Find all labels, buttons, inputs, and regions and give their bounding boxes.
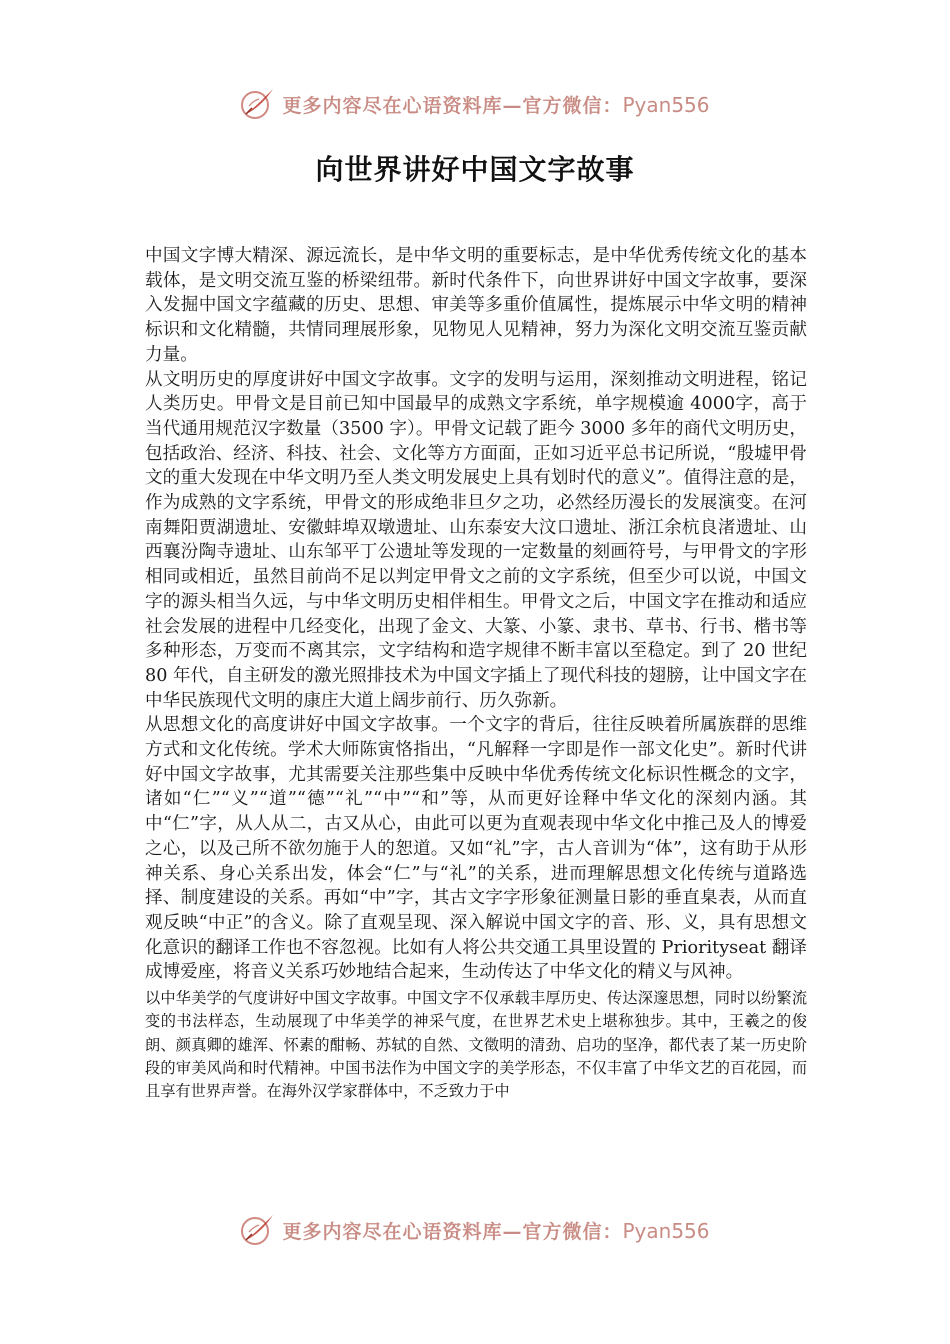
paragraph-aesthetics: 以中华美学的气度讲好中国文字故事。中国文字不仅承载丰厚历史、传达深邃思想，同时以纷繁流变的书法样态，生动展现了中华美学的神采气度，在世界艺术史上堪称独步。其中，王羲之的俊朗、颜真卿的雄浑、怀素的酣畅、苏轼的自然、文徵明的清劲、启功的坚净，都代表了某一历史阶段的审美风尚和时代精神。中国书法作为中国文字的美学形态，不仅丰富了中华文艺的百花园，而且享有世界声誉。在海外汉学家群体中，不乏致力于中 bbox=[145, 989, 807, 1100]
watermark-wechat-id: Pyan556 bbox=[622, 92, 710, 117]
quill-logo-icon bbox=[240, 1212, 276, 1248]
paragraph-history: 从文明历史的厚度讲好中国文字故事。文字的发明与运用，深刻推动文明进程，铭记人类历史。甲骨文是目前已知中国最早的成熟文字系统，单字规模逾 4000字，高于当代通用规范汉字数量（3500 字）。甲骨文记载了距今 3000 多年的商代文明历史，包括政治、经济、科技、社会、文化等方方面面，正如习近平总书记所说，“殷墟甲骨文的重大发现在中华文明乃至人类文明发展史上具有划时代的意义”。值得注意的是，作为成熟的文字系统，甲骨文的形成绝非旦夕之功，必然经历漫长的发展演变。在河南舞阳贾湖遗址、安徽蚌埠双墩遗址、山东泰安大汶口遗址、浙江余杭良渚遗址、山西襄汾陶寺遗址、山东邹平丁公遗址等发现的一定数量的刻画符号，与甲骨文的字形相同或相近，虽然目前尚不足以判定甲骨文之前的文字系统，但至少可以说，中国文字的源头相当久远，与中华文明历史相伴相生。甲骨文之后，中国文字在推动和适应社会发展的进程中几经变化，出现了金文、大篆、小篆、隶书、草书、行书、楷书等多种形态，万变而不离其宗，文字结构和造字规律不断丰富以至稳定。到了 20 世纪 80 年代，自主研发的激光照排技术为中国文字插上了现代科技的翅膀，让中国文字在中华民族现代文明的康庄大道上阔步前行、历久弥新。 bbox=[145, 369, 807, 711]
watermark-text-cn: 更多内容尽在心语资料库—官方微信： bbox=[282, 1220, 623, 1243]
watermark-text bbox=[282, 1217, 709, 1244]
article-body bbox=[145, 244, 807, 1103]
watermark-text bbox=[282, 91, 709, 118]
header-watermark bbox=[0, 84, 950, 124]
watermark-wechat-id: Pyan556 bbox=[622, 1218, 710, 1243]
quill-logo-icon bbox=[240, 86, 276, 122]
page-title: 向世界讲好中国文字故事 bbox=[315, 153, 635, 186]
paragraph-intro: 中国文字博大精深、源远流长，是中华文明的重要标志，是中华优秀传统文化的基本载体，是文明交流互鉴的桥梁纽带。新时代条件下，向世界讲好中国文字故事，要深入发掘中国文字蕴藏的历史、思想、审美等多重价值属性，提炼展示中华文明的精神标识和文化精髓，共情同理展形象，见物见人见精神，努力为深化文明交流互鉴贡献力量。 bbox=[145, 246, 807, 365]
paragraph-culture: 从思想文化的高度讲好中国文字故事。一个文字的背后，往往反映着所属族群的思维方式和文化传统。学术大师陈寅恪指出，“凡解释一字即是作一部文化史”。新时代讲好中国文字故事，尤其需要关注那些集中反映中华优秀传统文化标识性概念的文字，诸如“仁”“义”“道”“德”“礼”“中”“和”等，从而更好诠释中华文化的深刻内涵。其中“仁”字，从人从二，古又从心，由此可以更为直观表现中华文化中推己及人的博爱之心，以及己所不欲勿施于人的恕道。又如“礼”字，古人音训为“体”，这有助于从形神关系、身心关系出发，体会“仁”与“礼”的关系，进而理解思想文化传统与道路选择、制度建设的关系。再如“中”字，其古文字字形象征测量日影的垂直臬表，从而直观反映“中正”的含义。除了直观呈现、深入解说中国文字的音、形、义，具有思想文化意识的翻译工作也不容忽视。比如有人将公共交通工具里设置的 Priorityseat 翻译成博爱座，将音义关系巧妙地结合起来，生动传达了中华文化的精义与风神。 bbox=[145, 715, 807, 983]
footer-watermark bbox=[0, 1210, 950, 1250]
watermark-text-cn: 更多内容尽在心语资料库—官方微信： bbox=[282, 94, 623, 117]
